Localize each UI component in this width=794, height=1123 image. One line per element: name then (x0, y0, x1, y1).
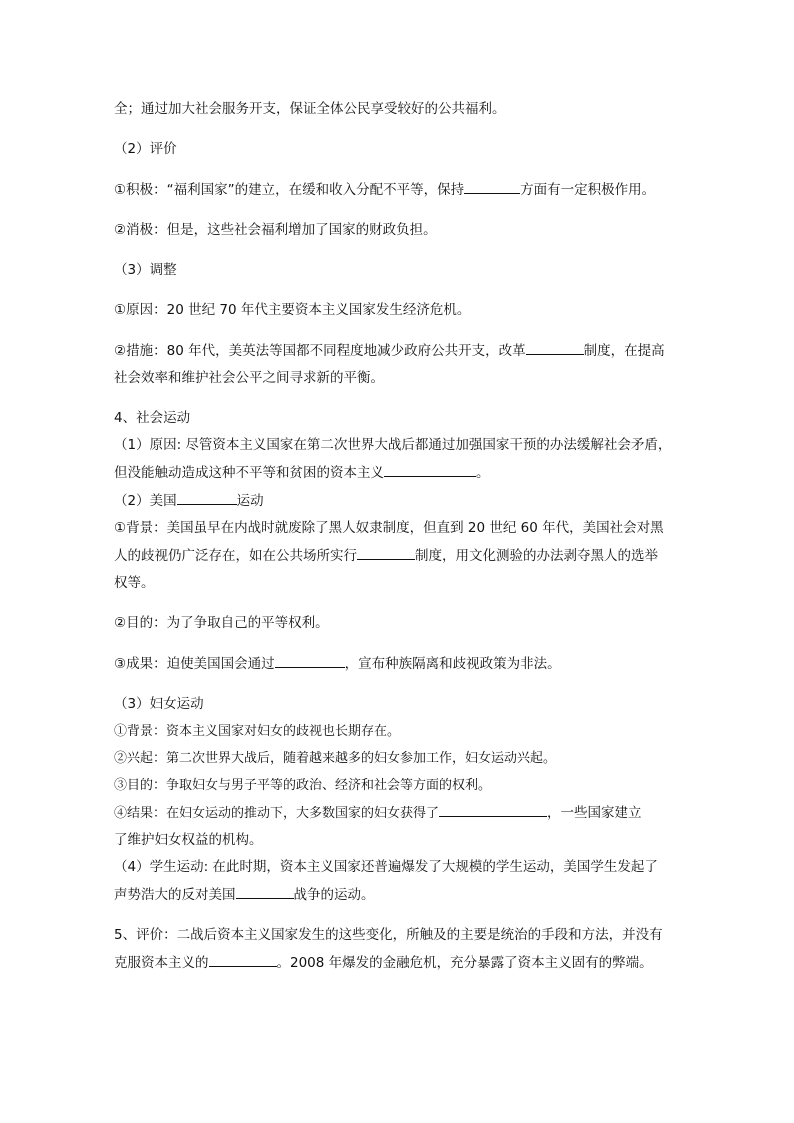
text-span: （4）学生运动: 在此时期，资本主义国家还普遍爆发了大规模的学生运动，美国学生发起了 (114, 859, 658, 875)
text-line (114, 341, 684, 361)
text-span: 制度，在提高 (583, 343, 665, 359)
text-span: ④结果：在妇女运动的推动下，大多数国家的妇女获得了 (114, 806, 440, 821)
section-heading-social-movements (114, 409, 684, 428)
text-line (114, 519, 684, 538)
fill-in-blank[interactable] (209, 953, 277, 967)
text-span: ，宣布种族隔离和歧视政策为非法。 (344, 656, 561, 672)
text-span: 。 (476, 465, 490, 481)
document-page (114, 100, 684, 973)
text-span: （1）原因: 尽管资本主义国家在第二次世界大战后都通过加强国家干预的办法缓解社会矛盾， (114, 437, 672, 453)
text-span: ②消极：但是，这些社会福利增加了国家的财政负担。 (114, 222, 437, 238)
text-line (114, 858, 684, 877)
fill-in-blank[interactable] (526, 341, 584, 355)
text-span: 社会效率和维护社会公平之间寻求新的平衡。 (114, 370, 384, 386)
text-line (114, 463, 684, 483)
text-span: 运动 (236, 493, 264, 509)
subheading-us-movement (114, 491, 684, 511)
text-span: 克服资本主义的 (114, 955, 209, 971)
text-line (114, 301, 684, 320)
fill-in-blank[interactable] (236, 885, 294, 899)
subheading-evaluation (114, 140, 684, 159)
fill-in-blank[interactable] (384, 463, 476, 477)
text-span: ，一些国家建立 (547, 805, 642, 821)
text-span: ②兴起：第二次世界大战后，随着越来越多的妇女参加工作，妇女运动兴起。 (114, 751, 557, 766)
subheading-women-movement (114, 695, 684, 714)
text-span: （2）美国 (114, 493, 177, 509)
text-span: 制度，用文化测验的办法剥夺黑人的选举 (415, 548, 658, 564)
text-span: 。2008 年爆发的金融危机，充分暴露了资本主义固有的弊端。 (276, 955, 653, 971)
text-span: 了维护妇女权益的机构。 (114, 832, 263, 848)
text-span: ②目的：为了争取自己的平等权利。 (114, 615, 329, 631)
text-span: ①积极：“福利国家”的建立，在缓和收入分配不平等，保持 (114, 182, 465, 198)
text-span: 5、评价：二战后资本主义国家发生的这些变化，所触及的主要是统治的手段和方法，并没有 (114, 927, 663, 943)
fill-in-blank[interactable] (357, 546, 415, 560)
fill-in-blank[interactable] (464, 180, 520, 194)
text-span: 权等。 (114, 575, 155, 591)
text-span: ②措施：80 年代，美英法等国都不同程度地减少政府公共开支，改革 (114, 343, 526, 359)
text-line (114, 180, 684, 200)
text-span: ①原因：20 世纪 70 年代主要资本主义国家发生经济危机。 (114, 302, 471, 318)
text-line (114, 436, 684, 455)
text-span: 4、社会运动 (114, 410, 191, 426)
text-line (114, 574, 684, 593)
text-span: ①背景：资本主义国家对妇女的歧视也长期存在。 (114, 724, 401, 739)
text-line (114, 953, 684, 973)
text-line (114, 885, 684, 905)
text-line (114, 546, 684, 566)
text-span: 方面有一定积极作用。 (520, 182, 656, 198)
text-line (114, 803, 684, 823)
text-span: 全；通过加大社会服务开支，保证全体公民享受较好的公共福利。 (114, 101, 506, 117)
text-line (114, 369, 684, 388)
text-line (114, 776, 684, 795)
section-heading-evaluation (114, 926, 684, 945)
fill-in-blank[interactable] (275, 654, 345, 668)
text-line (114, 749, 684, 768)
text-span: 但没能触动造成这种不平等和贫困的资本主义 (114, 465, 384, 481)
text-span: ③目的：争取妇女与男子平等的政治、经济和社会等方面的权利。 (114, 778, 492, 793)
text-span: 声势浩大的反对美国 (114, 887, 236, 903)
text-span: 战争的运动。 (293, 887, 375, 903)
text-span: ③成果：迫使美国国会通过 (114, 656, 275, 672)
text-span: （3）妇女运动 (114, 696, 204, 712)
text-span: （2）评价 (114, 141, 177, 157)
text-line (114, 100, 684, 119)
text-line (114, 221, 684, 240)
text-line (114, 831, 684, 850)
text-line (114, 722, 684, 741)
text-line (114, 654, 684, 674)
text-span: （3）调整 (114, 262, 177, 278)
fill-in-blank[interactable] (177, 491, 237, 505)
text-line (114, 614, 684, 633)
fill-in-blank[interactable] (439, 803, 547, 817)
text-span: ①背景：美国虽早在内战时就废除了黑人奴隶制度，但直到 20 世纪 60 年代，美国社会对黑 (114, 520, 664, 536)
text-span: 人的歧视仍广泛存在，如在公共场所实行 (114, 548, 357, 564)
subheading-adjustment (114, 261, 684, 280)
